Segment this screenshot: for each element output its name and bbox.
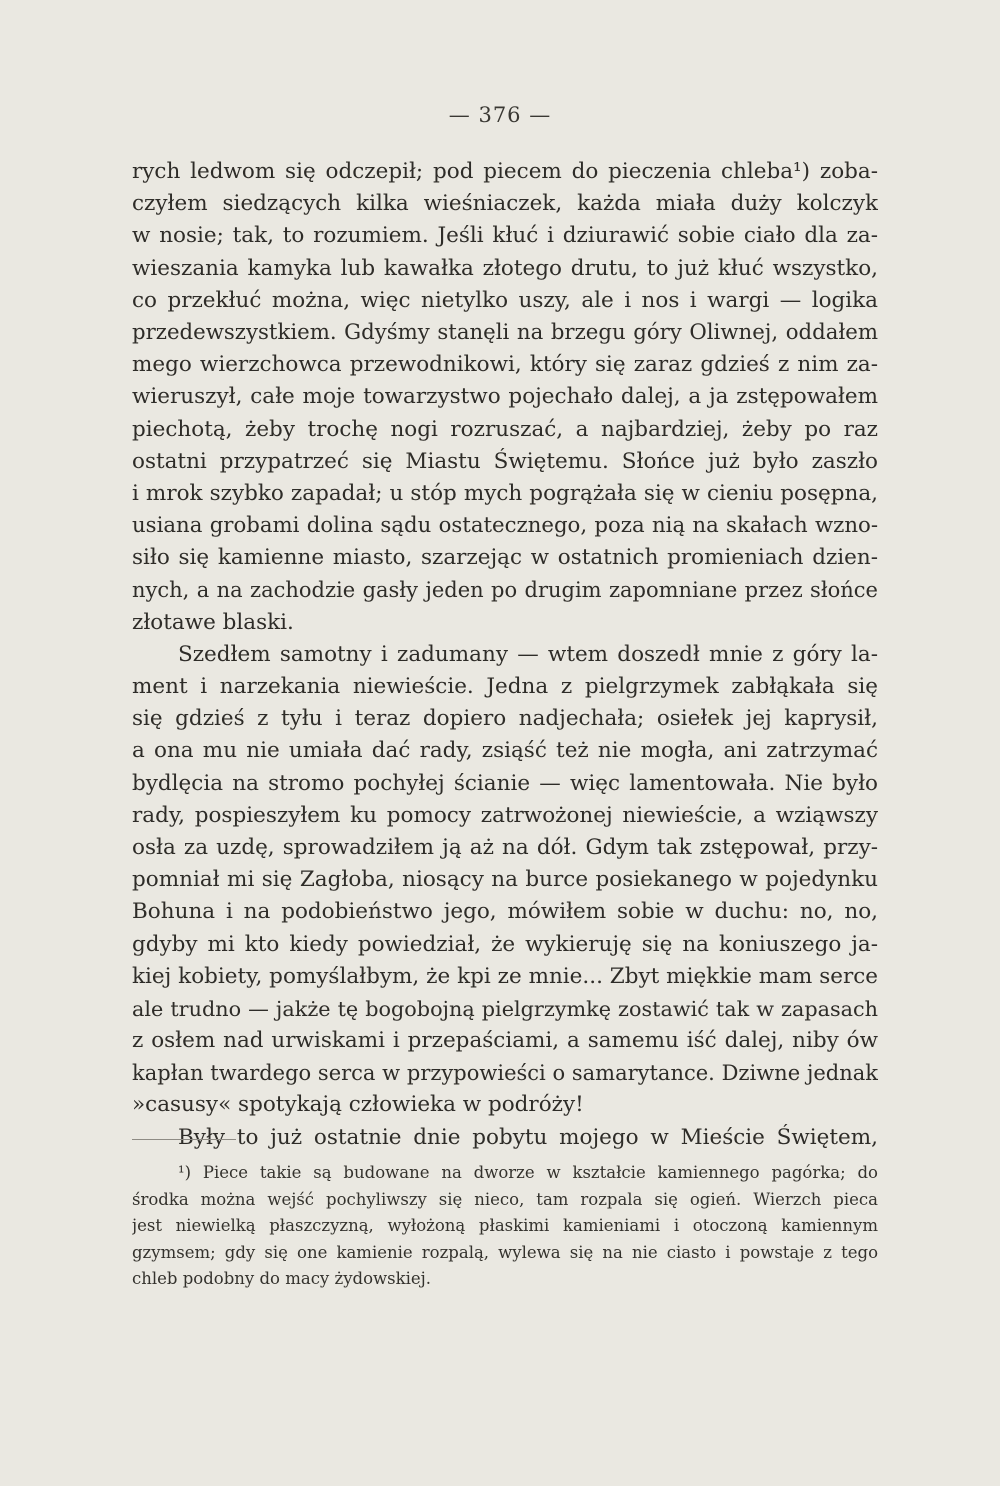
text-line: rych ledwom się odczepił; pod piecem do pieczenia chleba¹) zoba- — [132, 159, 878, 184]
text-line: pomniał mi się Zagłoba, niosący na burce posiekanego w pojedynku — [132, 867, 878, 893]
text-line: wieruszył, całe moje towarzystwo pojechało dalej, a ja zstępowałem — [132, 384, 878, 410]
footnote-line: chleb podobny do macy żydowskiej. — [132, 1269, 431, 1289]
text-line: złotawe blaski. — [132, 609, 294, 635]
text-line: i mrok szybko zapadał; u stóp mych pogrążała się w cieniu posępna, — [132, 480, 878, 506]
footnote-line: gzymsem; gdy się one kamienie rozpalą, wylewa się na nie ciasto i powstaje z tego — [132, 1242, 878, 1262]
text-line: ment i narzekania niewieście. Jedna z pielgrzymek zabłąkała się — [132, 674, 878, 699]
page-number: — 376 — — [448, 103, 552, 127]
footnote-line: środka można wejść pochyliwszy się nieco, tam rozpala się ogień. Wierzch pieca — [132, 1189, 878, 1209]
text-line: bydlęcia na stromo pochyłej ścianie — więc lamentowała. Nie było — [132, 770, 878, 796]
footnote — [132, 1160, 878, 1293]
footnote-line: jest niewielką płaszczyzną, wyłożoną płaskimi kamieniami i otoczoną kamiennym — [132, 1216, 878, 1236]
text-line: ostatni przypatrzeć się Miastu Świętemu. Słońce już było zaszło — [132, 448, 878, 474]
text-line: siło się kamienne miasto, szarzejąc w ostatnich promieniach dzien- — [132, 545, 878, 571]
footnote-line: ¹) Piece takie są budowane na dworze w kształcie kamiennego pagórka; do — [178, 1163, 878, 1182]
text-line: piechotą, żeby trochę nogi rozruszać, a najbardziej, żeby po raz — [132, 416, 878, 442]
text-line: Były to już ostatnie dnie pobytu mojego w Mieście Świętem, — [178, 1124, 878, 1150]
text-line: kiej kobiety, pomyślałbym, że kpi ze mnie... Zbyt miękkie mam serce — [132, 963, 878, 989]
text-line: usiana grobami dolina sądu ostatecznego, poza nią na skałach wzno- — [132, 513, 878, 539]
text-line: rady, pospieszyłem ku pomocy zatrwożonej niewieście, a wziąwszy — [132, 802, 878, 828]
text-line: przedewszystkiem. Gdyśmy stanęli na brzegu góry Oliwnej, oddałem — [132, 319, 878, 345]
text-line: się gdzieś z tyłu i teraz dopiero nadjechała; osiełek jej kaprysił, — [132, 706, 878, 732]
text-line: Szedłem samotny i zadumany — wtem doszedł mnie z góry la- — [178, 641, 878, 667]
text-line: wieszania kamyka lub kawałka złotego drutu, to już kłuć wszystko, — [132, 255, 878, 281]
text-line: kapłan twardego serca w przypowieści o samarytance. Dziwne jednak — [132, 1061, 878, 1086]
text-line: czyłem siedzących kilka wieśniaczek, każda miała duży kolczyk — [132, 191, 878, 217]
text-line: ale trudno — jakże tę bogobojną pielgrzymkę zostawić tak w zapasach — [132, 996, 878, 1021]
text-line: gdyby mi kto kiedy powiedział, że wykieruję się na koniuszego ja- — [132, 931, 878, 957]
body-text — [132, 156, 878, 1154]
text-line: nych, a na zachodzie gasły jeden po drugim zapomniane przez słońce — [132, 578, 878, 603]
footnote-divider — [132, 1139, 236, 1140]
text-line: co przekłuć można, więc nietylko uszy, ale i nos i wargi — logika — [132, 287, 878, 313]
text-line: a ona mu nie umiała dać rady, zsiąść też nie mogła, ani zatrzymać — [132, 738, 878, 764]
text-line: w nosie; tak, to rozumiem. Jeśli kłuć i dziurawić sobie ciało dla za- — [132, 223, 878, 249]
text-line: »casusy« spotykają człowieka w podróży! — [132, 1092, 584, 1118]
text-line: Bohuna i na podobieństwo jego, mówiłem sobie w duchu: no, no, — [132, 899, 878, 925]
text-line: z osłem nad urwiskami i przepaściami, a samemu iść dalej, niby ów — [132, 1028, 878, 1054]
text-line: osła za uzdę, sprowadziłem ją aż na dół. Gdym tak zstępował, przy- — [132, 834, 878, 860]
text-line: mego wierzchowca przewodnikowi, który się zaraz gdzieś z nim za- — [132, 352, 878, 378]
